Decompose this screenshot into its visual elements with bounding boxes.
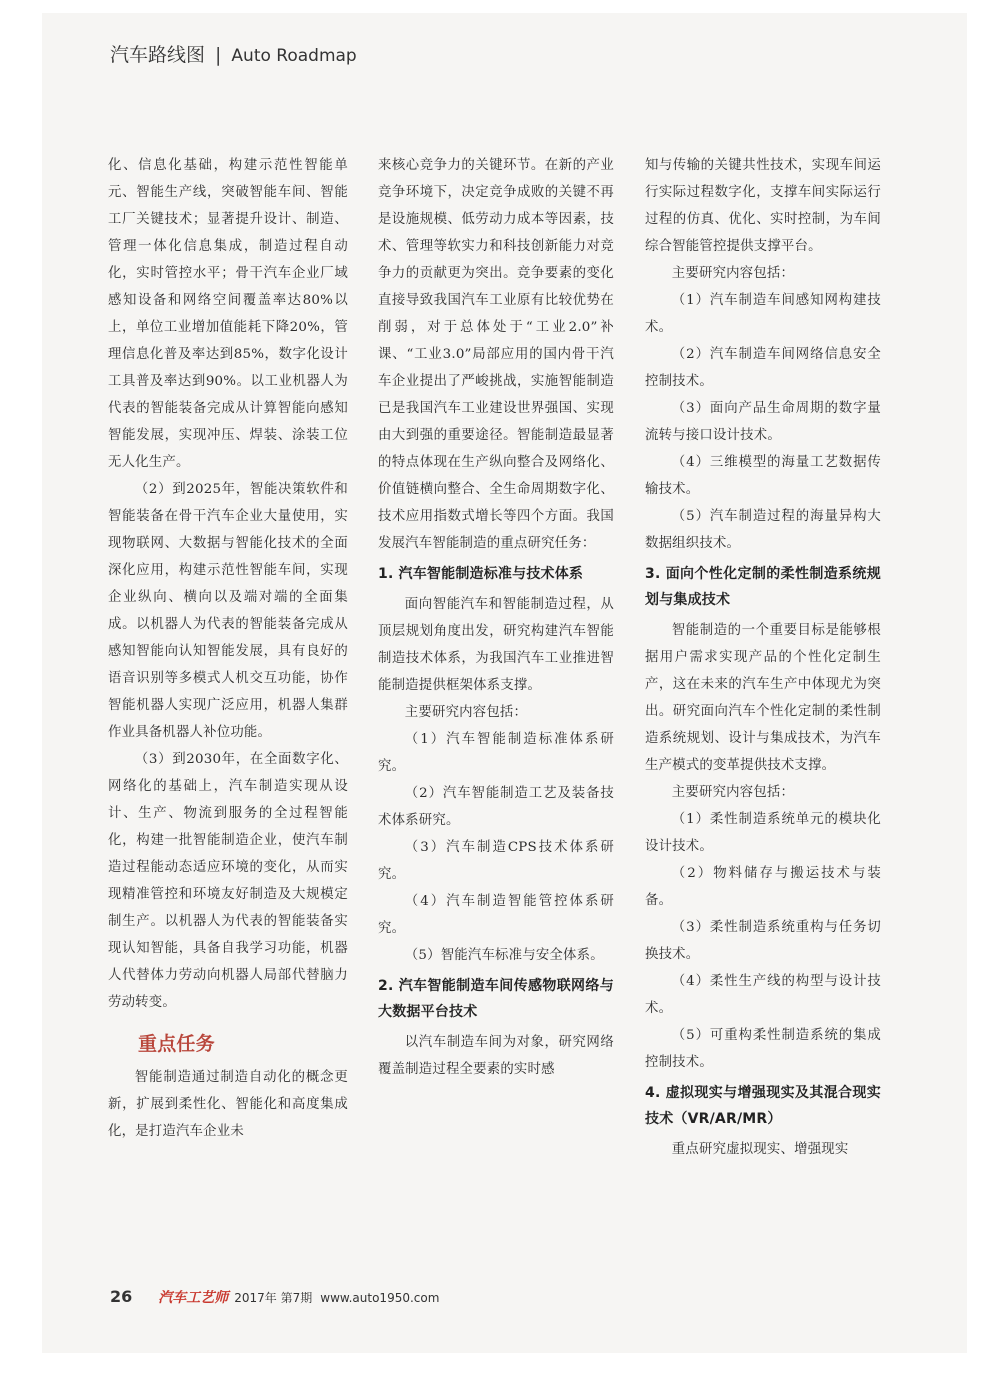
col1-paragraph-4: 智能制造通过制造自动化的概念更新，扩展到柔性化、智能化和高度集成化，是打造汽车企业未 xyxy=(108,1070,348,1139)
column-1 xyxy=(108,152,348,1145)
col3-heading-4: 4. 虚拟现实与增强现实及其混合现实技术（VR/AR/MR） xyxy=(645,1085,881,1127)
section-title-key-tasks: 重点任务 xyxy=(138,1033,215,1055)
col1-paragraph-1: 化、信息化基础，构建示范性智能单元、智能生产线，突破智能车间、智能工厂关键技术；显著提升设计、制造、管理一体化信息集成，制造过程自动化，实时管控水平；骨干汽车企业厂域感知设备和网络空间覆盖率达80%以上，单位工业增加值能耗下降20%，管理信息化普及率达到85%，数字化设计工具普及率达到90%。以工业机器人为代表的智能装备完成从计算智能向感知智能发展，实现冲压、焊装、涂装工位无人化生产。 xyxy=(108,158,348,470)
col3-list-item-3: （3）面向产品生命周期的数字量流转与接口设计技术。 xyxy=(645,401,881,443)
header-title-cn: 汽车路线图 xyxy=(110,44,206,66)
column-2 xyxy=(378,152,614,1083)
col3-paragraph-3: 智能制造的一个重要目标是能够根据用户需求实现产品的个性化定制生产，这在未来的汽车生产中体现尤为突出。研究面向汽车个性化定制的柔性制造系统规划、设计与集成技术，为汽车生产模式的变革提供技术支撑。 xyxy=(645,623,881,773)
col3-paragraph-1: 知与传输的关键共性技术，实现车间运行实际过程数字化，支撑车间实际运行过程的仿真、优化、实时控制，为车间综合智能管控提供支撑平台。 xyxy=(645,158,881,254)
col3-list2-item-1: （1）柔性制造系统单元的模块化设计技术。 xyxy=(645,812,881,854)
magazine-name: 汽车工艺师 xyxy=(158,1290,229,1306)
col2-paragraph-2: 面向智能汽车和智能制造过程，从顶层规划角度出发，研究构建汽车智能制造技术体系，为我国汽车工业推进智能制造提供框架体系支撑。 xyxy=(378,597,614,693)
column-3 xyxy=(645,152,881,1163)
col2-paragraph-4: 以汽车制造车间为对象，研究网络覆盖制造过程全要素的实时感 xyxy=(378,1035,614,1077)
col1-paragraph-3: （3）到2030年，在全面数字化、网络化的基础上，汽车制造实现从设计、生产、物流到服务的全过程智能化，构建一批智能制造企业，使汽车制造过程能动态适应环境的变化，从而实现精准管控和环境友好制造及大规模定制生产。以机器人为代表的智能装备实现认知智能，具备自我学习功能，机器人代替体力劳动向机器人局部代替脑力劳动转变。 xyxy=(108,752,348,1010)
col3-list2-item-2: （2）物料储存与搬运技术与装备。 xyxy=(645,866,881,908)
col3-list2-item-3: （3）柔性制造系统重构与任务切换技术。 xyxy=(645,920,881,962)
col2-paragraph-1: 来核心竞争力的关键环节。在新的产业竞争环境下，决定竞争成败的关键不再是设施规模、低劳动力成本等因素，技术、管理等软实力和科技创新能力对竞争力的贡献更为突出。竞争要素的变化直接导致我国汽车工业原有比较优势在削弱，对于总体处于“工业2.0”补课、“工业3.0”局部应用的国内骨干汽车企业提出了严峻挑战，实施智能制造已是我国汽车工业建设世界强国、实现由大到强的重要途径。智能制造最显著的特点体现在生产纵向整合及网络化、价值链横向整合、全生命周期数字化、技术应用指数式增长等四个方面。我国发展汽车智能制造的重点研究任务： xyxy=(378,158,614,551)
website-url: www.auto1950.com xyxy=(320,1291,440,1305)
col2-list-item-4: （4）汽车制造智能管控体系研究。 xyxy=(378,894,614,936)
col3-list2-item-4: （4）柔性生产线的构型与设计技术。 xyxy=(645,974,881,1016)
col2-heading-1: 1. 汽车智能制造标准与技术体系 xyxy=(378,566,584,582)
col2-list-item-5: （5）智能汽车标准与安全体系。 xyxy=(404,948,604,963)
header-separator: | xyxy=(215,44,222,66)
col3-paragraph-2: 主要研究内容包括： xyxy=(671,266,795,281)
page-footer xyxy=(110,1287,439,1307)
col2-heading-2: 2. 汽车智能制造车间传感物联网络与大数据平台技术 xyxy=(378,978,614,1020)
header-title-en: Auto Roadmap xyxy=(231,46,357,66)
page-number: 26 xyxy=(110,1287,133,1306)
col2-list-item-3: （3）汽车制造CPS技术体系研究。 xyxy=(378,840,614,882)
col1-paragraph-2: （2）到2025年，智能决策软件和智能装备在骨干汽车企业大量使用，实现物联网、大数据与智能化技术的全面深化应用，构建示范性智能车间，实现企业纵向、横向以及端对端的全面集成。以机器人为代表的智能装备完成从感知智能向认知智能发展，具有良好的语音识别等多模式人机交互功能，协作智能机器人实现广泛应用，机器人集群作业具备机器人补位功能。 xyxy=(108,482,348,740)
col2-paragraph-3: 主要研究内容包括： xyxy=(404,705,528,720)
col3-paragraph-5: 重点研究虚拟现实、增强现实 xyxy=(671,1142,849,1157)
col3-list-item-5: （5）汽车制造过程的海量异构大数据组织技术。 xyxy=(645,509,881,551)
running-header xyxy=(110,40,357,67)
col3-paragraph-4: 主要研究内容包括： xyxy=(671,785,795,800)
col2-list-item-2: （2）汽车智能制造工艺及装备技术体系研究。 xyxy=(378,786,614,828)
col3-list-item-4: （4）三维模型的海量工艺数据传输技术。 xyxy=(645,455,881,497)
issue-label: 2017年 第7期 xyxy=(234,1291,313,1305)
col3-list2-item-5: （5）可重构柔性制造系统的集成控制技术。 xyxy=(645,1028,881,1070)
col3-list-item-1: （1）汽车制造车间感知网构建技术。 xyxy=(645,293,881,335)
col2-list-item-1: （1）汽车智能制造标准体系研究。 xyxy=(378,732,614,774)
col3-list-item-2: （2）汽车制造车间网络信息安全控制技术。 xyxy=(645,347,881,389)
col3-heading-3: 3. 面向个性化定制的柔性制造系统规划与集成技术 xyxy=(645,566,881,608)
